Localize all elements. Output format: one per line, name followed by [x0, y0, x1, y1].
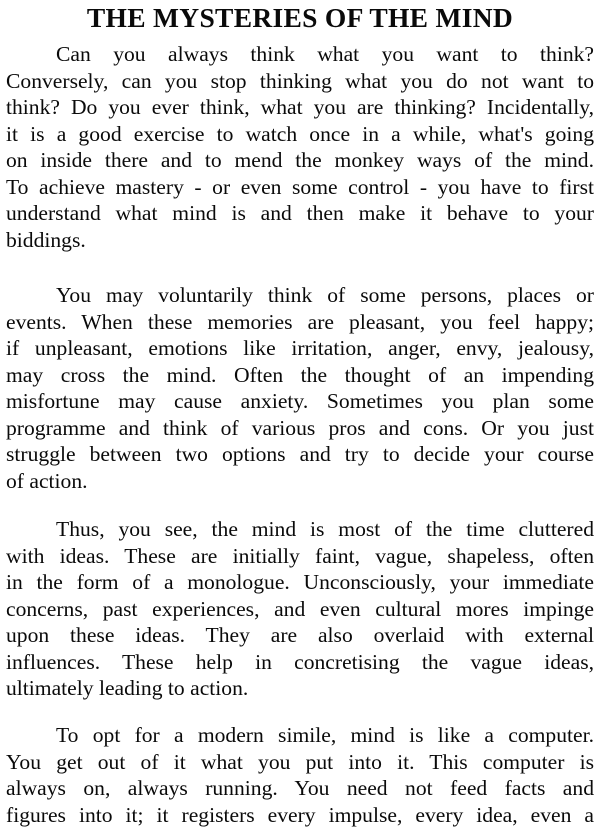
text-line: influences. These help in concretising the vague ideas, [6, 649, 594, 674]
text-line: You may voluntarily think of some persons, places or [56, 283, 594, 307]
text-line: ultimately leading to action. [6, 676, 249, 700]
paragraph-3 [6, 516, 594, 702]
paragraph-1 [6, 41, 594, 253]
text-line: with ideas. These are initially faint, vague, shapeless, often [6, 543, 594, 568]
text-line: To opt for a modern simile, mind is like a computer. [56, 723, 594, 747]
paragraph-4 [6, 722, 594, 828]
text-line: struggle between two options and try to decide your course [6, 442, 594, 466]
text-line: figures into it; it registers every impulse, every idea, even a [6, 802, 594, 827]
paragraph-2 [6, 282, 594, 494]
text-line: of action. [6, 468, 88, 493]
text-line: if unpleasant, emotions like irritation, anger, envy, jealousy, [6, 336, 594, 360]
text-line: Thus, you see, the mind is most of the time cluttered [56, 517, 594, 541]
text-line: biddings. [6, 227, 86, 252]
text-line: understand what mind is and then make it behave to your [6, 201, 594, 225]
chapter-title: THE MYSTERIES OF THE MIND [86, 2, 514, 33]
text-line: events. When these memories are pleasant, you feel happy; [6, 309, 594, 334]
text-line: misfortune may cause anxiety. Sometimes you plan some [6, 389, 594, 413]
text-line: Can you always think what you want to think? [56, 42, 594, 66]
text-line: may cross the mind. Often the thought of an impending [6, 362, 594, 387]
text-line: in the form of a monologue. Unconsciously, your immediate [6, 570, 594, 594]
text-line: think? Do you ever think, what you are thinking? Incidentally, [6, 95, 594, 119]
text-line: You get out of it what you put into it. This computer is [6, 749, 594, 774]
text-line: it is a good exercise to watch once in a while, what's going [6, 121, 594, 146]
text-line: Conversely, can you stop thinking what you do not want to [6, 68, 594, 93]
text-line: on inside there and to mend the monkey ways of the mind. [6, 148, 594, 172]
text-line: concerns, past experiences, and even cultural mores impinge [6, 596, 594, 621]
text-line: upon these ideas. They are also overlaid with external [6, 623, 594, 647]
text-line: programme and think of various pros and cons. Or you just [6, 415, 594, 440]
text-line: To achieve mastery - or even some control - you have to first [6, 174, 594, 199]
text-line: always on, always running. You need not feed facts and [6, 776, 594, 800]
